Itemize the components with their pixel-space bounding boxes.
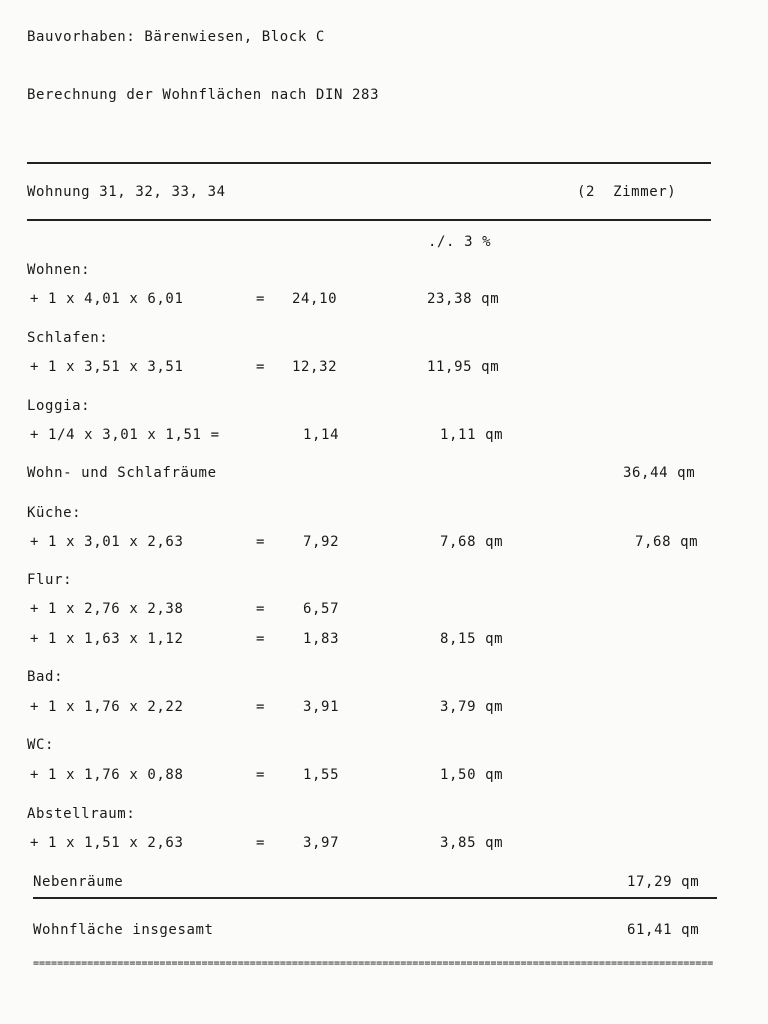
room-formula-loggia: + 1/4 x 3,01 x 1,51 = xyxy=(30,427,220,443)
subtotal-wohn-schlaf-label: Wohn- und Schlafräume xyxy=(27,465,217,481)
double-underline: ================================================================================================================= xyxy=(33,958,714,969)
equals-sign: = xyxy=(256,767,266,783)
unit-rooms: (2 Zimmer) xyxy=(577,184,677,200)
room-reduced-flur: 8,15 qm xyxy=(440,631,504,647)
room-name-loggia: Loggia: xyxy=(27,398,91,414)
top-rule xyxy=(27,162,711,164)
equals-sign: = xyxy=(256,291,266,307)
room-area-abstellraum: 3,97 xyxy=(303,835,340,851)
room-total-kueche: 7,68 qm xyxy=(635,534,699,550)
unit-rule xyxy=(27,219,711,221)
equals-sign: = xyxy=(256,534,266,550)
room-area-wohnen: 24,10 xyxy=(292,291,338,307)
room-name-wohnen: Wohnen: xyxy=(27,262,91,278)
room-name-flur: Flur: xyxy=(27,572,73,588)
room-area-flur-1: 6,57 xyxy=(303,601,340,617)
room-formula-abstellraum: + 1 x 1,51 x 2,63 xyxy=(30,835,184,851)
subtotal-neben-value: 17,29 qm xyxy=(627,874,700,890)
room-reduced-bad: 3,79 qm xyxy=(440,699,504,715)
room-reduced-loggia: 1,11 qm xyxy=(440,427,504,443)
room-formula-schlafen: + 1 x 3,51 x 3,51 xyxy=(30,359,184,375)
room-formula-bad: + 1 x 1,76 x 2,22 xyxy=(30,699,184,715)
equals-sign: = xyxy=(256,359,266,375)
total-rule xyxy=(33,897,717,899)
room-area-bad: 3,91 xyxy=(303,699,340,715)
room-area-schlafen: 12,32 xyxy=(292,359,338,375)
total-value: 61,41 qm xyxy=(627,922,700,938)
room-name-schlafen: Schlafen: xyxy=(27,330,109,346)
room-formula-flur-2: + 1 x 1,63 x 1,12 xyxy=(30,631,184,647)
total-label: Wohnfläche insgesamt xyxy=(33,922,214,938)
room-formula-flur-1: + 1 x 2,76 x 2,38 xyxy=(30,601,184,617)
room-reduced-abstellraum: 3,85 qm xyxy=(440,835,504,851)
room-reduced-wc: 1,50 qm xyxy=(440,767,504,783)
room-area-wc: 1,55 xyxy=(303,767,340,783)
equals-sign: = xyxy=(256,835,266,851)
room-name-wc: WC: xyxy=(27,737,55,753)
room-name-bad: Bad: xyxy=(27,669,64,685)
room-area-loggia: 1,14 xyxy=(303,427,340,443)
room-formula-wohnen: + 1 x 4,01 x 6,01 xyxy=(30,291,184,307)
reduction-header: ./. 3 % xyxy=(428,234,492,250)
equals-sign: = xyxy=(256,699,266,715)
calculation-subtitle: Berechnung der Wohnflächen nach DIN 283 xyxy=(27,87,380,103)
room-area-flur-2: 1,83 xyxy=(303,631,340,647)
equals-sign: = xyxy=(256,601,266,617)
subtotal-wohn-schlaf-value: 36,44 qm xyxy=(623,465,696,481)
room-name-kueche: Küche: xyxy=(27,505,82,521)
room-name-abstellraum: Abstellraum: xyxy=(27,806,136,822)
unit-label: Wohnung 31, 32, 33, 34 xyxy=(27,184,226,200)
room-reduced-kueche: 7,68 qm xyxy=(440,534,504,550)
subtotal-neben-label: Nebenräume xyxy=(33,874,124,890)
equals-sign: = xyxy=(256,631,266,647)
room-reduced-schlafen: 11,95 qm xyxy=(427,359,500,375)
room-reduced-wohnen: 23,38 qm xyxy=(427,291,500,307)
project-title: Bauvorhaben: Bärenwiesen, Block C xyxy=(27,29,325,45)
room-area-kueche: 7,92 xyxy=(303,534,340,550)
room-formula-kueche: + 1 x 3,01 x 2,63 xyxy=(30,534,184,550)
room-formula-wc: + 1 x 1,76 x 0,88 xyxy=(30,767,184,783)
